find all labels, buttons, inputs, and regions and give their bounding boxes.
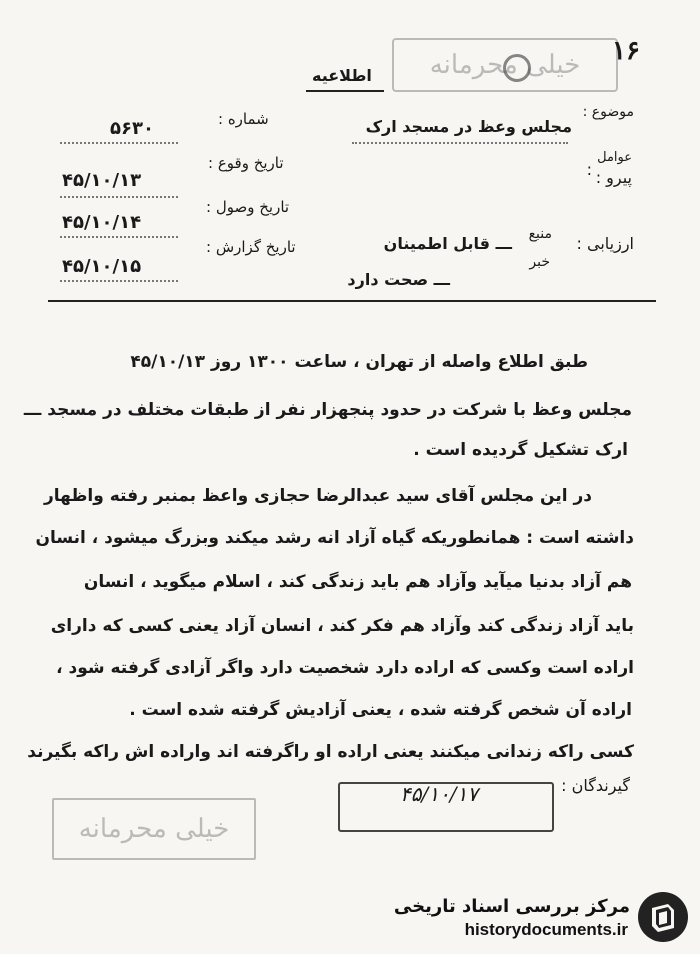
report-value: ۴۵/۱۰/۱۵ bbox=[62, 256, 142, 277]
report-dots bbox=[60, 280, 178, 282]
top-stamp-text: خیلی محرمانه bbox=[429, 50, 581, 80]
recipients-label: گیرندگان : bbox=[561, 776, 630, 795]
body-line-4: در این مجلس آقای سید عبدالرضا حجازی واعظ بمنبر رفته واظهار bbox=[44, 486, 592, 506]
body-line-10: کسی راکه زندانی میکنند یعنی اراده او راگرفته اند واراده اش راکه بگیرند bbox=[27, 742, 634, 762]
margin-note-text: ۴۵/۱۰/۱۷ bbox=[400, 782, 478, 806]
body-line-2: مجلس وعظ با شرکت در حدود پنجهزار نفر از طبقات مختلف در مسجد ـــ bbox=[23, 400, 632, 420]
body-line-8: اراده است وکسی که اراده دارد شخصیت دارد واگر آزادی گرفته شود ، bbox=[56, 658, 634, 678]
header-divider bbox=[48, 300, 656, 302]
page-number: ۱۶ bbox=[612, 36, 640, 66]
footer-website: historydocuments.ir bbox=[464, 920, 628, 939]
stamp-seal-icon bbox=[503, 54, 531, 82]
body-line-3: ارک تشکیل گردیده است . bbox=[413, 440, 628, 460]
body-line-7: باید آزاد زندگی کند وآزاد هم فکر کند ، انسان آزاد یعنی کسی که دارای bbox=[50, 616, 634, 636]
subject-label: موضوع : bbox=[582, 104, 634, 120]
bottom-stamp-text: خیلی محرمانه bbox=[78, 814, 230, 844]
footer-org-name: مرکز بررسی اسناد تاریخی bbox=[393, 896, 630, 917]
news-label: خبر bbox=[529, 254, 550, 270]
arrival-label: تاریخ وصول : bbox=[206, 198, 290, 216]
body-line-6: هم آزاد بدنیا میآید وآزاد هم باید زندگی کند ، اسلام میگوید ، انسان bbox=[83, 572, 632, 592]
footer-watermark bbox=[370, 890, 690, 946]
follow-label: پیرو : bbox=[595, 168, 632, 187]
body-line-9: اراده آن شخص گرفته شده ، یعنی آزادیش گرفته شده است . bbox=[129, 700, 632, 720]
document-title: اطلاعیه bbox=[312, 66, 372, 85]
report-label: تاریخ گزارش : bbox=[206, 238, 296, 256]
occurrence-dots bbox=[60, 196, 178, 198]
evaluation-label: ارزیابی : bbox=[576, 234, 634, 253]
number-label: شماره : bbox=[218, 110, 269, 128]
bottom-classification-stamp bbox=[52, 798, 256, 860]
subject-dots bbox=[352, 142, 568, 144]
agents-separator: : bbox=[586, 160, 592, 179]
number-value: ۵۶۳۰ bbox=[110, 118, 154, 139]
occurrence-value: ۴۵/۱۰/۱۳ bbox=[62, 170, 142, 191]
archive-logo-icon bbox=[638, 892, 688, 942]
number-dots bbox=[60, 142, 178, 144]
arrival-value: ۴۵/۱۰/۱۴ bbox=[62, 212, 142, 233]
occurrence-label: تاریخ وقوع : bbox=[208, 154, 284, 172]
title-underline bbox=[306, 90, 384, 92]
source-label: منبع bbox=[528, 226, 552, 242]
arrival-dots bbox=[60, 236, 178, 238]
body-line-5: داشته است : همانطوریکه گیاه آزاد انه رشد میکند وبزرگ میشود ، انسان bbox=[35, 528, 634, 548]
body-line-1: طبق اطلاع واصله از تهران ، ساعت ۱۳۰۰ روز ۴۵/۱۰/۱۳ bbox=[130, 352, 588, 372]
news-value: ـــ صحت دارد bbox=[347, 270, 450, 289]
subject-value: مجلس وعظ در مسجد ارک bbox=[365, 117, 572, 136]
agents-label: عوامل bbox=[597, 150, 632, 165]
source-value: ـــ قابل اطمینان bbox=[383, 234, 512, 253]
